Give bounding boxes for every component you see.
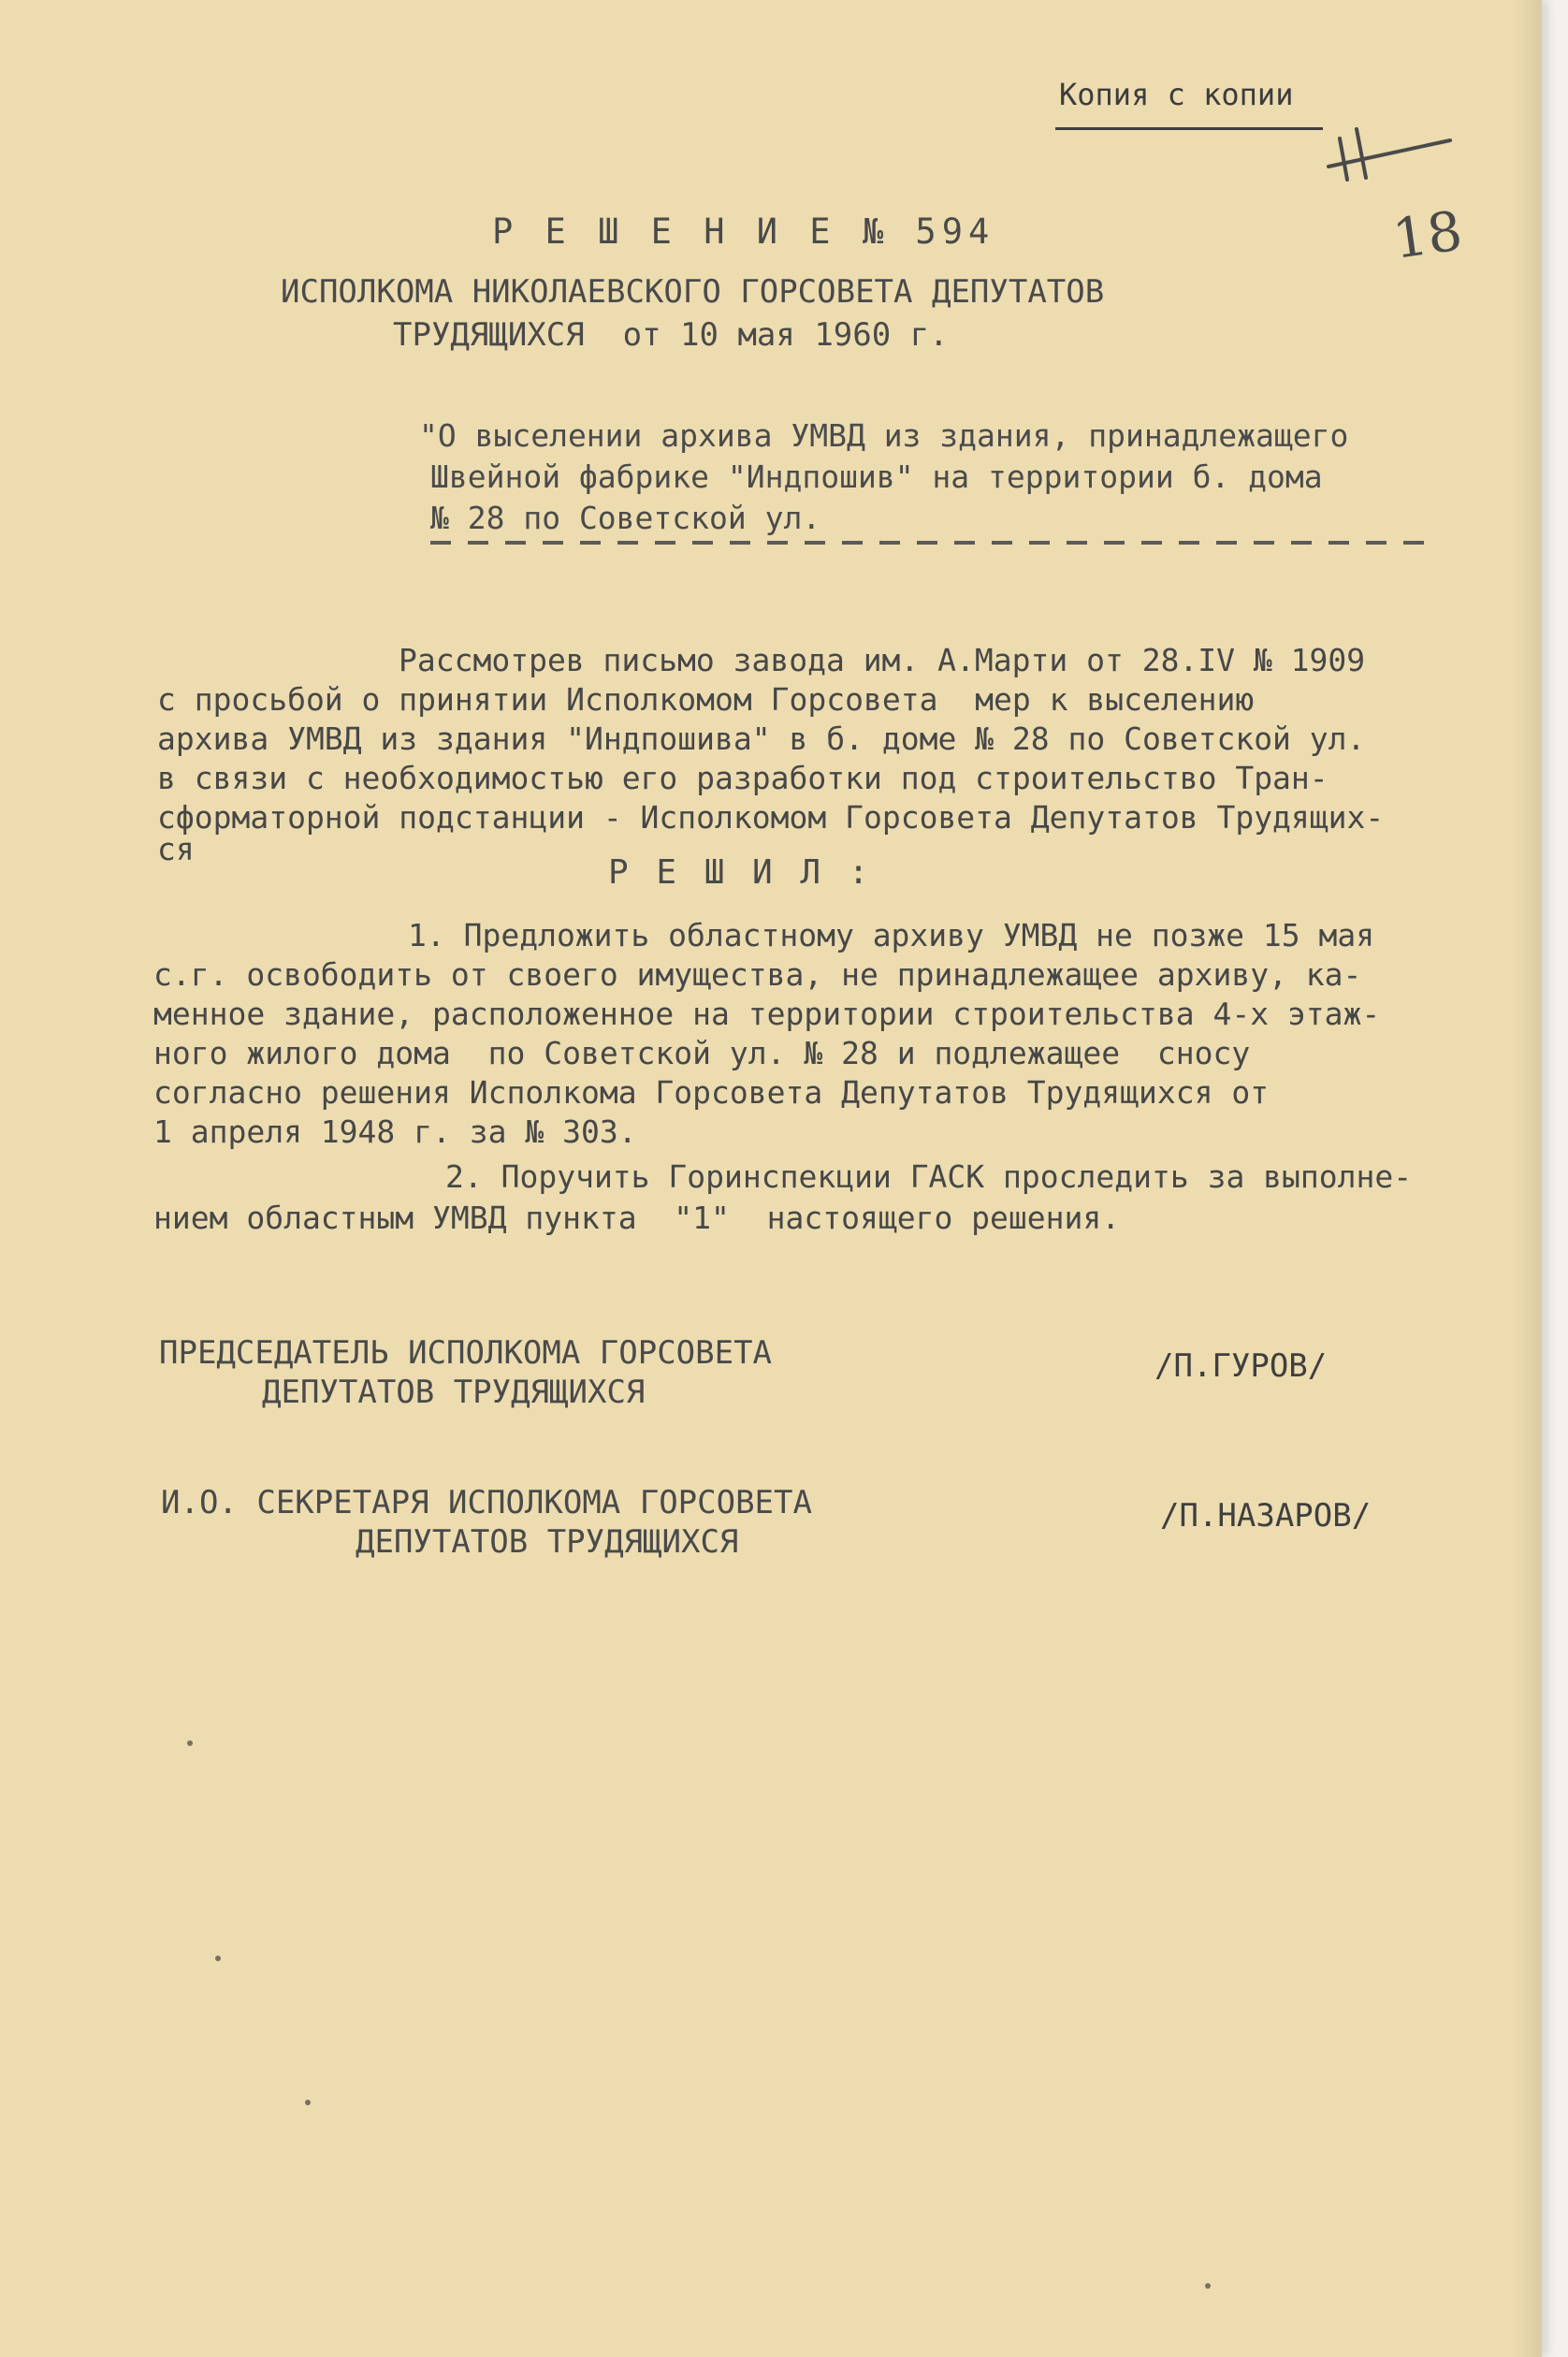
subject-line1: "О выселении архива УМВД из здания, принадлежащего (419, 417, 1349, 454)
subject-line2: Швейной фабрике "Индпошив" на территории б. дома (430, 458, 1323, 495)
preamble-line5: сформаторной подстанции - Исполкомом Горсовета Депутатов Трудящих- (157, 799, 1385, 836)
paper-speck (305, 2100, 311, 2105)
secretary-title-line1: И.О. СЕКРЕТАРЯ ИСПОЛКОМА ГОРСОВЕТА (161, 1484, 812, 1521)
chair-title-line2: ДЕПУТАТОВ ТРУДЯЩИХСЯ (262, 1374, 646, 1411)
chair-name: /П.ГУРОВ/ (1154, 1347, 1328, 1385)
paper-speck (187, 1740, 193, 1746)
item1-line4: ного жилого дома по Советской ул. № 28 и подлежащее сносу (153, 1035, 1251, 1071)
resolved-heading: Р Е Ш И Л : (608, 853, 873, 892)
item1-line2: с.г. освободить от своего имущества, не принадлежащее архиву, ка- (153, 956, 1362, 993)
page-number-text: 18 (1388, 198, 1467, 271)
paper-speck (1205, 2283, 1211, 2289)
preamble-line1: Рассмотрев письмо завода им. А.Марти от 28.IV № 1909 (399, 642, 1366, 678)
secretary-title-line2: ДЕПУТАТОВ ТРУДЯЩИХСЯ (356, 1523, 739, 1561)
item1-line3: менное здание, расположенное на территории строительства 4-х этаж- (153, 996, 1381, 1032)
issuer-line1: ИСПОЛКОМА НИКОЛАЕВСКОГО ГОРСОВЕТА ДЕПУТАТОВ (281, 273, 1105, 311)
copy-note: Копия с копии (1059, 77, 1294, 112)
chair-title-line1: ПРЕДСЕДАТЕЛЬ ИСПОЛКОМА ГОРСОВЕТА (159, 1334, 773, 1372)
preamble-line2: с просьбой о принятии Исполкомом Горсовета мер к выселению (157, 681, 1255, 718)
subject-line3: № 28 по Советской ул. (430, 500, 821, 536)
handwritten-page-number (1319, 122, 1478, 281)
item1-line1: 1. Предложить областному архиву УМВД не позже 15 мая (408, 917, 1375, 953)
preamble-line4: в связи с необходимостью его разработки под строительство Тран- (157, 760, 1328, 796)
item1-line6: 1 апреля 1948 г. за № 303. (153, 1113, 637, 1150)
copy-note-underline (1055, 127, 1323, 130)
preamble-line3: архива УМВД из здания "Индпошива" в б. доме № 28 по Советской ул. (157, 720, 1366, 757)
issuer-line2: ТРУДЯЩИХСЯ от 10 мая 1960 г. (393, 316, 949, 354)
paper-speck (215, 1956, 221, 1961)
preamble-line6: ся (157, 831, 195, 867)
decision-title: Р Е Ш Е Н И Е № 594 (492, 211, 995, 252)
sheet-edge-shadow (1514, 0, 1542, 2357)
item2-line1: 2. Поручить Горинспекции ГАСК проследить за выполне- (445, 1158, 1413, 1195)
item2-line2: нием областным УМВД пункта "1" настоящего решения. (153, 1200, 1121, 1236)
secretary-name: /П.НАЗАРОВ/ (1160, 1497, 1372, 1535)
item1-line5: согласно решения Исполкома Горсовета Депутатов Трудящихся от (153, 1074, 1270, 1111)
subject-separator (430, 541, 1441, 545)
